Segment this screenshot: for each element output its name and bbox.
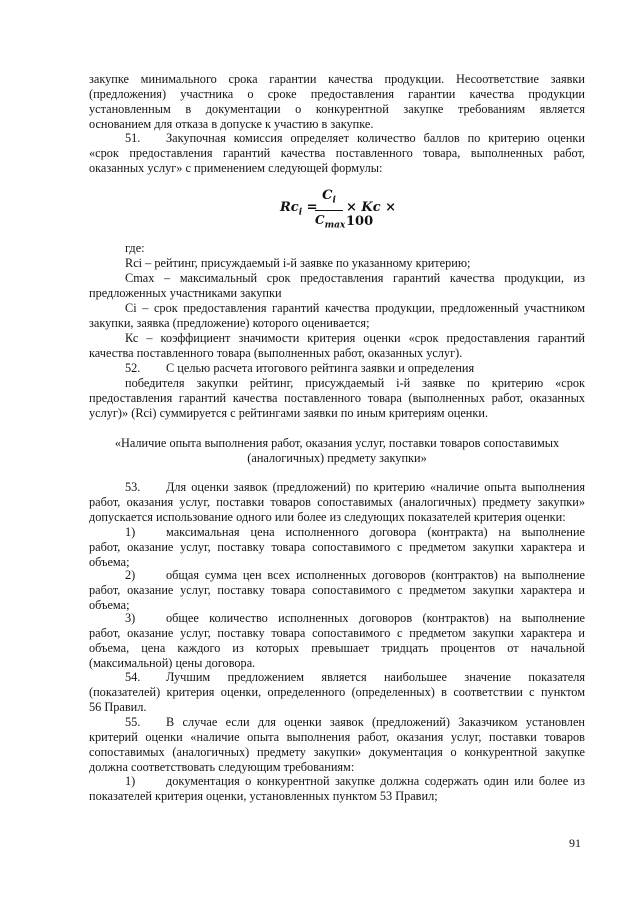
text-line: закупке минимального срока гарантии качества продукции. Несоответствие заявки	[89, 72, 585, 86]
text-line: где:	[125, 241, 145, 255]
text-line: Кс – коэффициент значимости критерия оценки «срок предоставления гарантий	[125, 331, 585, 345]
text-line: Ci – срок предоставления гарантий качества продукции, предложенный участником	[125, 301, 585, 315]
paragraph-number: 55.	[125, 715, 141, 729]
paragraph-number: 53.	[125, 480, 141, 494]
text-line: (показателей) критерия оценки, определенного (определенных) в соответствии с пунктом	[89, 685, 585, 699]
formula-numerator: $C_i$	[322, 188, 336, 206]
section-heading: (аналогичных) предмету закупки»	[247, 451, 427, 465]
text-line: победителя закупки рейтинг, присуждаемый i-й заявке по критерию «срок	[125, 376, 585, 390]
list-number: 1)	[125, 525, 136, 539]
paragraph-number: 54.	[125, 670, 141, 684]
text-line: «срок предоставления гарантий качества поставленного товара, выполненных работ,	[89, 146, 585, 160]
text-line: закупки, заявка (предложение) которого оценивается;	[89, 316, 370, 330]
formula-fraction	[315, 188, 346, 232]
list-number: 1)	[125, 774, 136, 788]
text-line: сопоставимых (аналогичных) предмету закупки» документация о конкурентной закупке	[89, 745, 585, 759]
text-line: В случае если для оценки заявок (предложений) Заказчиком установлен	[166, 715, 585, 729]
text-line: (максимальной) цены договора.	[89, 656, 256, 670]
text-line: С целью расчета итогового рейтинга заявки и определения	[166, 361, 475, 375]
text-line: Закупочная комиссия определяет количество баллов по критерию оценки	[166, 131, 585, 145]
paragraph-number: 51.	[125, 131, 141, 145]
text-line: работ, оказание услуг, поставку товара сопоставимого с предметом закупки характера и	[89, 540, 585, 554]
formula-lhs: $Rc_i$ =	[280, 200, 318, 218]
text-line: должна соответствовать следующим требованиям:	[89, 760, 355, 774]
text-line: (предложения) участника о сроке предоставления гарантии качества продукции	[89, 87, 585, 101]
text-line: Для оценки заявок (предложений) по критерию «наличие опыта выполнения	[166, 480, 585, 494]
formula-denominator: $C_{max}$	[315, 212, 346, 230]
text-line: документация о конкурентной закупке должна содержать один или более из	[166, 774, 585, 788]
text-line: основанием для отказа в допуске к участию в закупке.	[89, 117, 374, 131]
text-line: услуг)» (Rci) суммируется с рейтингами заявки по иным критериям оценки.	[89, 406, 489, 420]
text-line: показателей критерия оценки, установленных пунктом 53 Правил;	[89, 789, 438, 803]
list-number: 3)	[125, 611, 136, 625]
text-line: объема, цена каждого из которых превышает тридцать процентов от начальной	[89, 641, 585, 655]
text-line: предложенных участниками закупки	[89, 286, 282, 300]
text-line: 56 Правил.	[89, 700, 147, 714]
text-line: Cmax – максимальный срок предоставления гарантий качества продукции, из	[125, 271, 585, 285]
text-line: работ, оказания услуг, поставки товаров сопоставимых (аналогичных) предмету закупки»	[89, 495, 585, 509]
list-number: 2)	[125, 568, 136, 582]
text-line: качества поставленного товара (выполненных работ, оказанных услуг).	[89, 346, 463, 360]
text-line: максимальная цена исполненного договора (контракта) на выполнение	[166, 525, 585, 539]
text-line: объема;	[89, 598, 130, 612]
formula	[280, 188, 420, 232]
text-line: оказанных услуг» с применением следующей формулы:	[89, 161, 383, 175]
text-line: предоставления гарантий качества поставленного товара (выполненных работ, оказанных	[89, 391, 585, 405]
paragraph-number: 52.	[125, 361, 141, 375]
text-line: объема;	[89, 555, 130, 569]
text-line: работ, оказание услуг, поставку товара сопоставимого с предметом закупки характера и	[89, 583, 585, 597]
text-line: Лучшим предложением является наибольшее значение показателя	[166, 670, 585, 684]
section-heading: «Наличие опыта выполнения работ, оказания услуг, поставки товаров сопоставимых	[114, 436, 560, 450]
text-line: Rci – рейтинг, присуждаемый i-й заявке по указанному критерию;	[125, 256, 471, 270]
text-line: работ, оказание услуг, поставку товара сопоставимого с предметом закупки характера и	[89, 626, 585, 640]
page-number: 91	[569, 836, 581, 850]
text-line: допускается использование одного или более из следующих показателей критерия оценки:	[89, 510, 566, 524]
text-line: критерий оценки «наличие опыта выполнения работ, оказания услуг, поставки товаров	[89, 730, 585, 744]
text-line: общее количество исполненных договоров (контрактов) на выполнение	[166, 611, 585, 625]
text-line: установленным в документации о конкурентной закупке требованиям является	[89, 102, 585, 116]
fraction-bar	[315, 210, 343, 211]
text-line: общая сумма цен всех исполненных договоров (контрактов) на выполнение	[166, 568, 585, 582]
formula-rhs: × Kc × 100	[346, 200, 397, 230]
